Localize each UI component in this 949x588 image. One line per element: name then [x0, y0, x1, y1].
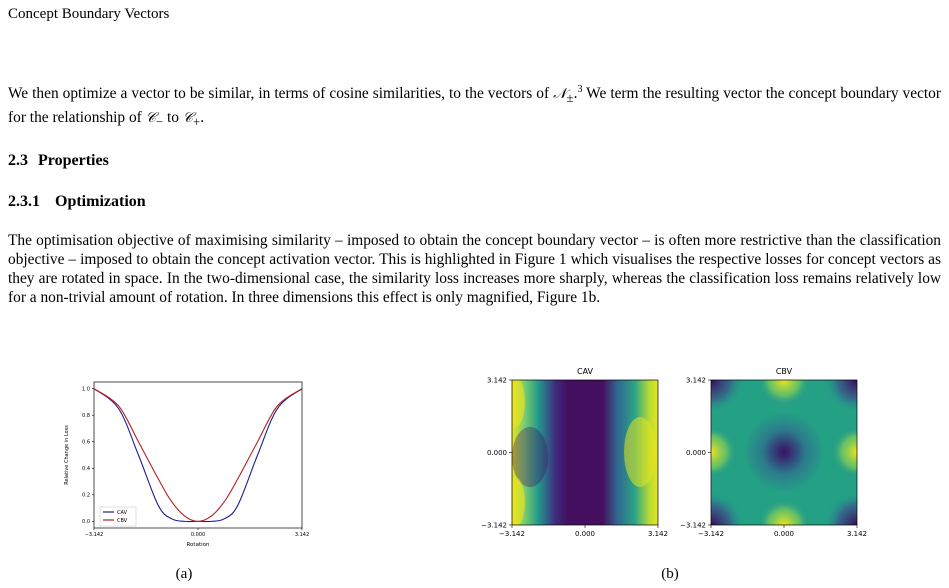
- intro-end: .: [200, 109, 205, 127]
- intro-text-2: We term the resulting vector the concept boundary vector for the relationship of: [8, 85, 941, 127]
- series-line-cav: [94, 389, 302, 522]
- running-title: Concept Boundary Vectors: [8, 6, 170, 22]
- x-tick-label: −3.142: [84, 532, 104, 538]
- heatmap-cav-title: CAV: [576, 367, 594, 376]
- section-title: Properties: [38, 152, 109, 169]
- y-tick-label: 0.2: [82, 492, 90, 499]
- caption-a: (a): [175, 566, 193, 582]
- plot-frame: [94, 382, 302, 528]
- x-tick-label: 0.000: [773, 530, 795, 538]
- subsection-number: 2.3.1: [8, 193, 40, 210]
- section-heading: [8, 152, 109, 170]
- footnote-mark[interactable]: 3: [577, 83, 583, 95]
- body-paragraph: The optimisation objective of maximising similarity – imposed to obtain the concept boundary vector – is often more restrictive than the classification objective – imposed to obtain the concept activation vector. This is highlighted in Figure 1 which visualises the respective losses for concept vectors as they are rotated in space. In the two-dimensional case, the similarity loss increases more sharply, whereas the classification loss remains relatively low for a non-trivial amount of rotation. In three dimensions this effect is only magnified, Figure 1b.: [8, 232, 941, 306]
- series-line-cbv: [94, 389, 302, 522]
- y-tick-label: 3.142: [685, 376, 706, 385]
- y-tick-label: 0.8: [82, 412, 90, 419]
- y-tick-label: −3.142: [680, 521, 706, 530]
- y-axis-label: Relative Change in Loss: [64, 425, 70, 485]
- c-plus-symbol: 𝒞: [182, 110, 193, 127]
- y-tick-label: 0.6: [82, 439, 90, 446]
- set-subscript: ±: [566, 91, 574, 106]
- intro-paragraph: We then optimize a vector to be similar, in terms of cosine similarities, to the vectors of 𝒩$_\pm$.$^3$ We term the resulting vector the concept boundary vector for the relationship of 𝒞$_-$ to 𝒞$_+$.: [8, 83, 941, 130]
- y-tick-label: 0.000: [486, 449, 507, 457]
- c-minus-subscript: −: [155, 115, 164, 130]
- x-tick-label: 3.142: [846, 530, 868, 538]
- intro-text-1: We then optimize a vector to be similar, in terms of cosine similarities, to the vectors of: [8, 85, 554, 102]
- heatmap-cbv-title: CBV: [775, 367, 793, 376]
- subsection-title: Optimization: [55, 193, 146, 210]
- heatmap-cav: [505, 377, 658, 527]
- x-tick-label: −3.142: [499, 530, 525, 538]
- y-tick-label: 0.4: [82, 465, 90, 472]
- y-tick-label: 0.000: [685, 449, 706, 457]
- legend-label-cbv: CBV: [117, 518, 128, 524]
- x-tick-label: 0.000: [190, 532, 206, 538]
- figure-1b-heatmaps: [470, 362, 880, 554]
- y-tick-label: 0.0: [82, 519, 90, 526]
- figure-1a-line-chart: [60, 378, 310, 553]
- x-tick-label: 3.142: [294, 532, 310, 538]
- subsection-heading: [8, 193, 146, 211]
- x-tick-label: −3.142: [698, 530, 724, 538]
- y-tick-label: −3.142: [481, 521, 507, 530]
- y-tick-label: 1.0: [82, 386, 90, 393]
- x-axis-label: Rotation: [186, 542, 210, 548]
- x-tick-label: 0.000: [574, 530, 596, 538]
- legend: [100, 507, 136, 526]
- set-symbol: 𝒩: [553, 86, 567, 102]
- y-tick-label: 3.142: [486, 376, 507, 385]
- intro-to: to: [163, 109, 183, 127]
- c-plus-subscript: +: [192, 115, 201, 130]
- x-tick-label: 3.142: [647, 530, 669, 538]
- legend-label-cav: CAV: [117, 510, 128, 516]
- section-number: 2.3: [8, 152, 28, 169]
- caption-b: (b): [661, 566, 679, 582]
- c-minus-symbol: 𝒞: [145, 110, 156, 127]
